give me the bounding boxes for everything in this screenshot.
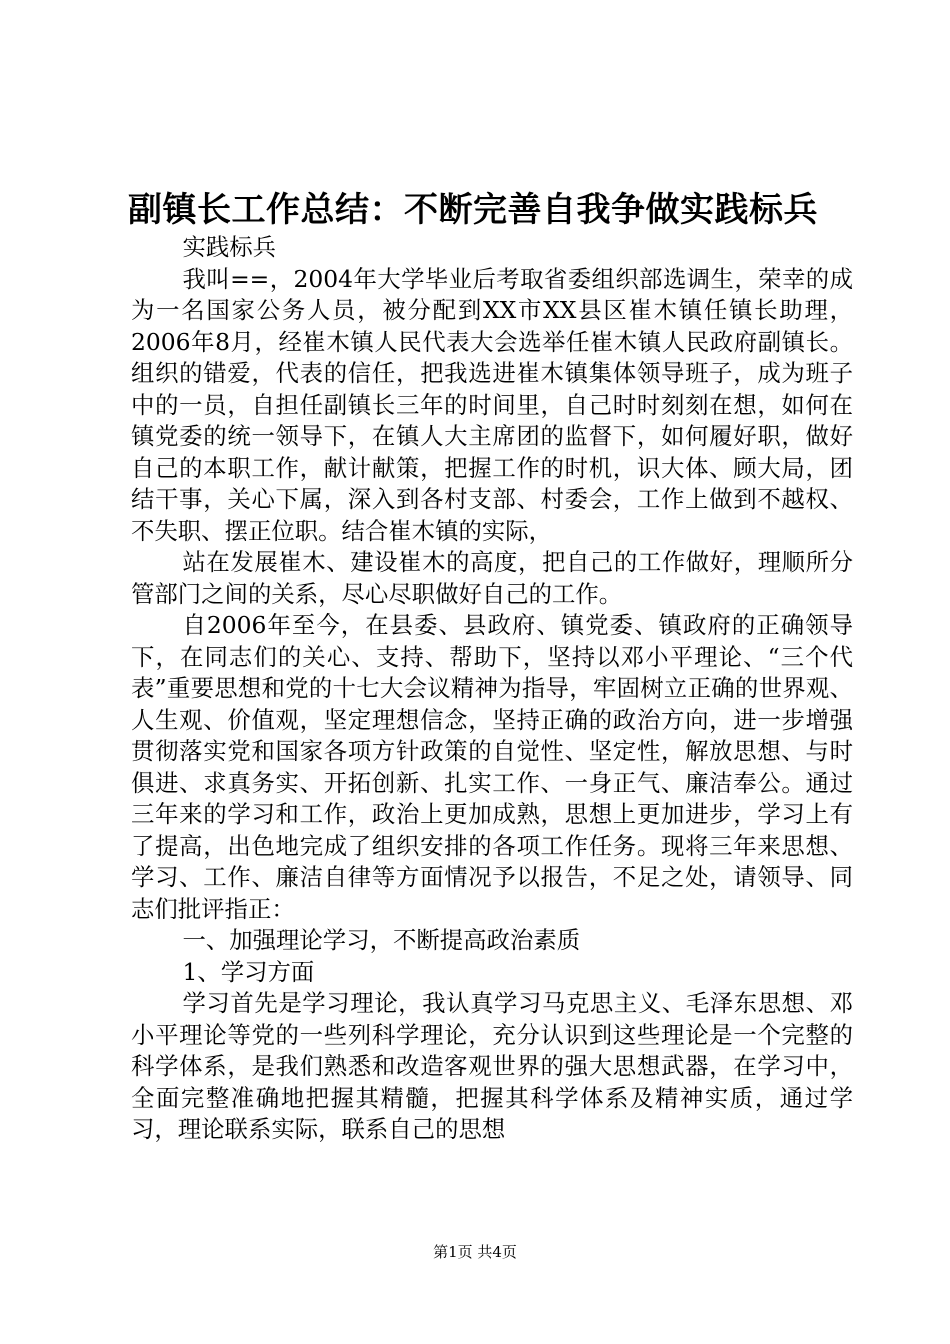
paragraph-study: 学习首先是学习理论，我认真学习马克思主义、毛泽东思想、邓小平理论等党的一些列科学理论，充分认识到这些理论是一个完整的科学体系，是我们熟悉和改造客观世界的强大思想武器，在学习中，全面完整准确地把握其精髓，把握其科学体系及精神实质，通过学习，理论联系实际，联系自己的思想 — [131, 989, 853, 1143]
paragraph-summary: 自2006年至今，在县委、县政府、镇党委、镇政府的正确领导下，在同志们的关心、支持、帮助下，坚持以邓小平理论、“三个代表”重要思想和党的十七大会议精神为指导，牢固树立正确的世界观、人生观、价值观，坚定理想信念，坚持正确的政治方向，进一步增强贯彻落实党和国家各项方针政策的自觉性、坚定性，解放思想、与时俱进、求真务实、开拓创新、扎实工作、一身正气、廉洁奉公。通过三年来的学习和工作，政治上更加成熟，思想上更加进步，学习上有了提高，出色地完成了组织安排的各项工作任务。现将三年来思想、学习、工作、廉洁自律等方面情况予以报告，不足之处，请领导、同志们批评指正： — [131, 611, 853, 923]
page-number: 第1页 共4页 — [433, 1243, 517, 1261]
document-title: 副镇长工作总结：不断完善自我争做实践标兵 — [128, 190, 818, 230]
document-body — [131, 232, 853, 1146]
subsection-heading: 1、学习方面 — [182, 957, 315, 986]
paragraph-subtitle: 实践标兵 — [182, 233, 277, 261]
section-heading: 一、加强理论学习，不断提高政治素质 — [182, 926, 581, 954]
paragraph-introduction: 我叫==，2004年大学毕业后考取省委组织部选调生，荣幸的成为一名国家公务人员，被分配到XX市XX县区崔木镇任镇长助理，2006年8月，经崔木镇人民代表大会选举任崔木镇人民政府副镇长。组织的错爱，代表的信任，把我选进崔木镇集体领导班子，成为班子中的一员，自担任副镇长三年的时间里，自己时时刻刻在想，如何在镇党委的统一领导下，在镇人大主席团的监督下，如何履好职，做好自己的本职工作，献计献策，把握工作的时机，识大体、顾大局，团结干事，关心下属，深入到各村支部、村委会，工作上做到不越权、不失职、摆正位职。结合崔木镇的实际， — [131, 264, 853, 545]
paragraph-responsibility: 站在发展崔木、建设崔木的高度，把自己的工作做好，理顺所分管部门之间的关系，尽心尽职做好自己的工作。 — [131, 548, 853, 608]
